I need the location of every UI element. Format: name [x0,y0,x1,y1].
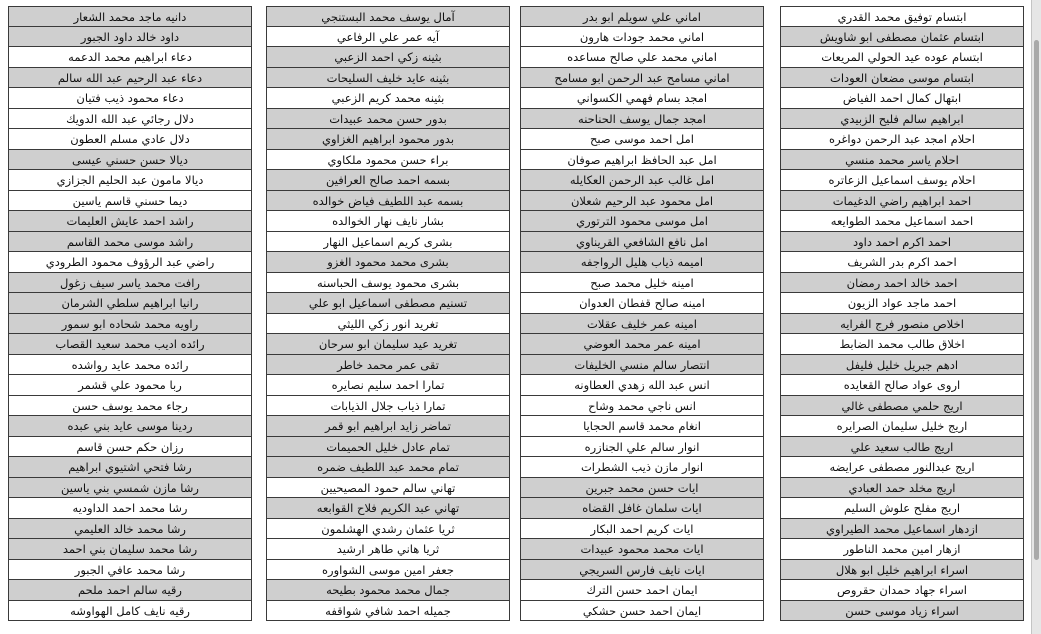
name-cell: ازدهار اسماعيل محمد الطيراوي [780,519,1024,540]
name-cell: بسمه عبد اللطيف فياض خوالده [266,191,510,212]
name-cell: بشرى محمود يوسف الحباسنه [266,273,510,294]
name-cell: دعاء محمود ذيب فتيان [8,88,252,109]
name-cell: ابتسام عثمان مصطفى ابو شاويش [780,27,1024,48]
name-cell: جعفر امين موسى الشواوره [266,560,510,581]
name-column-3 [266,6,510,621]
name-cell: تسنيم مصطفى اسماعيل ابو علي [266,293,510,314]
name-cell: ايات سلمان غافل القضاه [520,498,764,519]
name-cell: اسراء زياد موسى حسن [780,601,1024,622]
name-cell: امينه عمر خليف عقلات [520,314,764,335]
name-cell: ابراهيم سالم فليح الزبيدي [780,109,1024,130]
name-cell: انتصار سالم منسي الخليفات [520,355,764,376]
name-cell: امجد بسام فهمي الكسواني [520,88,764,109]
name-cell: دلال رجائي عبد الله الدويك [8,109,252,130]
name-cell: انوار سالم علي الجنازره [520,437,764,458]
name-cell: دانيه ماجد محمد الشعار [8,6,252,27]
name-cell: اماني علي سويلم ابو بدر [520,6,764,27]
name-cell: تهاني سالم حمود المصيحيين [266,478,510,499]
name-cell: رشا محمد عافي الجبور [8,560,252,581]
name-cell: اماني مسامح عبد الرحمن ابو مسامح [520,68,764,89]
name-cell: بدور محمود ابراهيم الغزاوي [266,129,510,150]
name-cell: بشرى كريم اسماعيل النهار [266,232,510,253]
name-cell: احمد اكرم بدر الشريف [780,252,1024,273]
name-cell: احلام امجد عبد الرحمن دواغره [780,129,1024,150]
name-cell: بثينه محمد كريم الزعبي [266,88,510,109]
name-cell: امل غالب عبد الرحمن العكايله [520,170,764,191]
name-cell: رشا فتحي اشتيوي ابراهيم [8,457,252,478]
name-cell: ثريا عثمان رشدي الهشلمون [266,519,510,540]
name-cell: ربا محمود علي قشمر [8,375,252,396]
name-cell: اروى عواد صالح القعايده [780,375,1024,396]
name-cell: انغام محمد قاسم الحجايا [520,416,764,437]
name-cell: رشا محمد خالد العليمي [8,519,252,540]
name-cell: رانيا ابراهيم سلطي الشرمان [8,293,252,314]
name-cell: بسمه احمد صالح العرافين [266,170,510,191]
name-cell: ايمان احمد حسن الترك [520,580,764,601]
name-cell: ازهار امين محمد الناطور [780,539,1024,560]
name-cell: انوار مازن ذيب الشطرات [520,457,764,478]
name-cell: ايات نايف فارس السريجي [520,560,764,581]
name-cell: اريج مخلد حمد العبادي [780,478,1024,499]
name-cell: احلام ياسر محمد منسي [780,150,1024,171]
name-cell: ايات محمد محمود عبيدات [520,539,764,560]
name-cell: احلام يوسف اسماعيل الزعاتره [780,170,1024,191]
name-cell: ايات كريم احمد البكار [520,519,764,540]
name-cell: تغريد عيد سليمان ابو سرحان [266,334,510,355]
name-column-2 [520,6,764,621]
name-column-4 [8,6,252,621]
name-cell: احمد ماجد عواد الزيون [780,293,1024,314]
name-cell: دلال عادي مسلم العطون [8,129,252,150]
name-cell: داود خالد داود الجبور [8,27,252,48]
name-cell: رائده اديب محمد سعيد القصاب [8,334,252,355]
name-cell: بثينه زكي احمد الزعبي [266,47,510,68]
name-cell: دعاء عبد الرحيم عبد الله سالم [8,68,252,89]
name-cell: انس ناجي محمد وشاح [520,396,764,417]
name-cell: اسراء ابراهيم خليل ابو هلال [780,560,1024,581]
name-cell: احمد خالد احمد رمضان [780,273,1024,294]
name-cell: ابتسام موسى مضعان العودات [780,68,1024,89]
name-cell: رقيه سالم احمد ملحم [8,580,252,601]
name-cell: احمد ابراهيم راضي الدغيمات [780,191,1024,212]
name-cell: راشد موسى محمد القاسم [8,232,252,253]
name-cell: ديما حسني قاسم ياسين [8,191,252,212]
name-cell: ديالا مامون عبد الحليم الجزازي [8,170,252,191]
name-cell: رجاء محمد يوسف حسن [8,396,252,417]
name-cell: ديالا حسن حسني عيسى [8,150,252,171]
name-cell: امينه عمر محمد العوضي [520,334,764,355]
name-cell: امل عبد الحافظ ابراهيم صوفان [520,150,764,171]
name-cell: امينه صالح قفطان العدوان [520,293,764,314]
name-cell: راويه محمد شحاده ابو سمور [8,314,252,335]
name-cell: ادهم جبريل خليل فليفل [780,355,1024,376]
name-cell: تماضر زايد ابراهيم ابو قمر [266,416,510,437]
name-cell: اماني محمد علي صالح مساعده [520,47,764,68]
name-cell: تمام محمد عبد اللطيف ضمره [266,457,510,478]
name-cell: جميله احمد شافي شواقفه [266,601,510,622]
name-cell: آيه عمر علي الرفاعي [266,27,510,48]
name-cell: اريج مفلح علوش السليم [780,498,1024,519]
name-cell: احمد اسماعيل محمد الطوايعه [780,211,1024,232]
name-cell: بشرى محمد محمود الغزو [266,252,510,273]
name-cell: بشار نايف نهار الخوالده [266,211,510,232]
name-cell: رزان حكم حسن قاسم [8,437,252,458]
name-cell: اماني محمد جودات هارون [520,27,764,48]
name-cell: تهاني عبد الكريم فلاح القوابعه [266,498,510,519]
name-cell: تمام عادل خليل الحميمات [266,437,510,458]
vertical-scrollbar[interactable] [1031,0,1041,634]
name-cell: بثينه عايد خليف السليحات [266,68,510,89]
name-cell: امل نافع الشافعي القريناوي [520,232,764,253]
name-cell: اريج حلمي مصطفى غالي [780,396,1024,417]
name-cell: دعاء ابراهيم محمد الدعمه [8,47,252,68]
name-cell: رافت محمد ياسر سيف زغول [8,273,252,294]
name-cell: رائده محمد عايد رواشده [8,355,252,376]
name-cell: امل احمد موسى صبح [520,129,764,150]
name-cell: رشا مازن شمسي بني ياسين [8,478,252,499]
name-cell: اريج خليل سليمان الصرايره [780,416,1024,437]
name-cell: ايمان احمد حسن حشكي [520,601,764,622]
name-cell: ايات حسن محمد جبرين [520,478,764,499]
name-cell: تمارا احمد سليم نصايره [266,375,510,396]
name-cell: اخلاق طالب محمد الضابط [780,334,1024,355]
name-cell: ابتهال كمال احمد الفياض [780,88,1024,109]
name-cell: اريج طالب سعيد علي [780,437,1024,458]
name-cell: اميمه ذياب هليل الرواجفه [520,252,764,273]
name-cell: ردينا موسى عايد بني عبده [8,416,252,437]
name-cell: ابتسام عوده عيد الحولي المريعات [780,47,1024,68]
name-cell: امل محمود عبد الرحيم شعلان [520,191,764,212]
name-cell: امجد جمال يوسف الحناحنه [520,109,764,130]
name-cell: رشا محمد احمد الداوديه [8,498,252,519]
name-cell: آمال يوسف محمد البستنجي [266,6,510,27]
scrollbar-thumb[interactable] [1034,40,1039,560]
name-cell: جمال محمد محمود بطيحه [266,580,510,601]
name-cell: رشا محمد سليمان بني احمد [8,539,252,560]
name-cell: امينه خليل محمد صبح [520,273,764,294]
name-cell: تمارا ذياب جلال الذيابات [266,396,510,417]
name-cell: تقى عمر محمد خاطر [266,355,510,376]
name-cell: احمد اكرم احمد داود [780,232,1024,253]
name-cell: راضي عبد الرؤوف محمود الطرودي [8,252,252,273]
name-cell: امل موسى محمود الترتوري [520,211,764,232]
name-cell: اريج عبدالنور مصطفى عرايضه [780,457,1024,478]
name-cell: ابتسام توفيق محمد القدري [780,6,1024,27]
name-cell: تغريد انور زكي الليثي [266,314,510,335]
name-cell: براء حسن محمود ملكاوي [266,150,510,171]
name-cell: اسراء جهاد حمدان حقروص [780,580,1024,601]
name-cell: بدور حسن محمد عبيدات [266,109,510,130]
name-cell: راشد احمد عايش العليمات [8,211,252,232]
name-cell: رقيه نايف كامل الهواوشه [8,601,252,622]
name-column-1 [780,6,1024,621]
name-cell: انس عبد الله زهدي العطاونه [520,375,764,396]
name-cell: اخلاص منصور فرج الفرايه [780,314,1024,335]
name-cell: ثريا هاني طاهر ارشيد [266,539,510,560]
